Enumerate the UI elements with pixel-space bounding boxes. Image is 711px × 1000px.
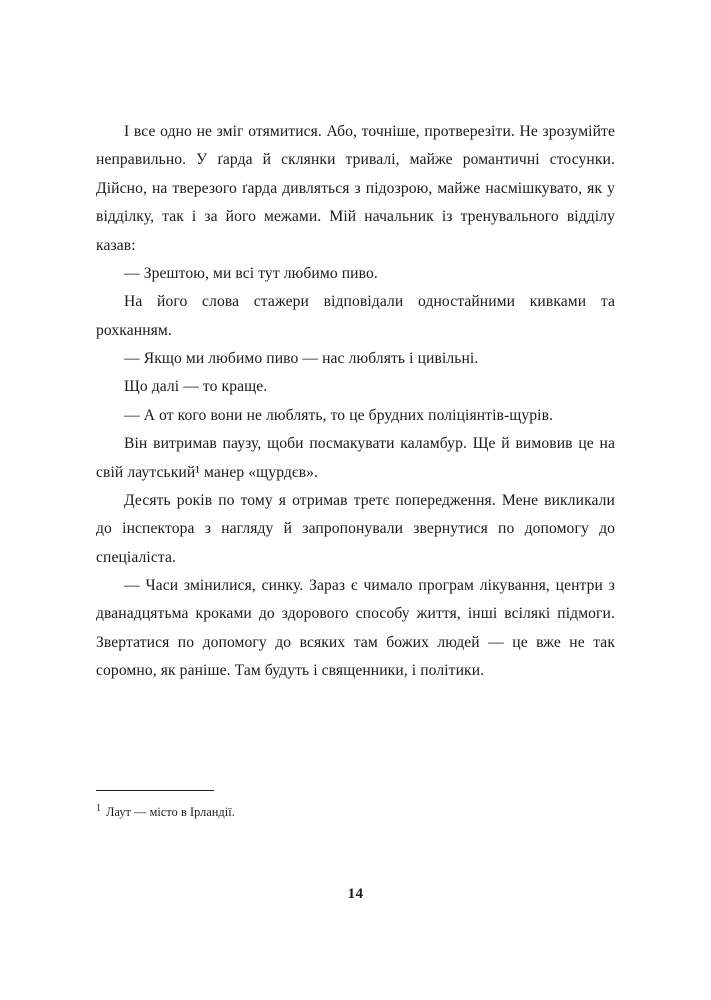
footnote-text: Лаут — місто в Ірландії. [106,805,235,819]
paragraph: Десять років по тому я отримав третє попередження. Мене викликали до інспектора з нагляду й запропонували звернутися по допомогу до спеціаліста. [96,491,615,566]
paragraph-dialogue: — А от кого вони не люблять, то це брудних поліціянтів-щурів. [124,406,554,424]
page-number: 14 [347,886,364,902]
paragraph-dialogue: — Якщо ми любимо пиво — нас люблять і цивільні. [124,350,479,367]
paragraph-dialogue: — Часи змінилися, синку. Зараз є чимало програм лікування, центри з дванадцятьма кроками до здорового способу життя, інші всілякі підмоги. Звертатися по допомогу до всяких там божих людей — це вже не так соромно, як раніше. Там будуть і священники, і політики. [96,577,615,680]
paragraph: На його слова стажери відповідали одностайними кивками та рохканням. [96,293,615,339]
paragraph: І все одно не зміг отямитися. Або, точніше, протверезіти. Не зрозумійте неправильно. У ґарда й склянки тривалі, майже романтичні стосунки. Дійсно, на тверезого ґарда дивляться з підозрою, майже насмішкувато, як у відділку, так і за його межами. Мій начальник із тренувального відділу казав: [96,123,615,254]
footnote [96,803,615,821]
footnote-marker: 1 [96,802,102,814]
footnote-area [96,790,615,821]
paragraph-with-footnote-ref: Він витримав паузу, щоби посмакувати каламбур. Ще й вимовив це на свій лаутський¹ манер «щурдєв». [96,435,615,481]
page-body [96,118,615,686]
paragraph-dialogue: — Зрештою, ми всі тут любимо пиво. [124,264,378,282]
paragraph: Що далі — то краще. [124,378,268,396]
footnote-divider [96,790,214,791]
